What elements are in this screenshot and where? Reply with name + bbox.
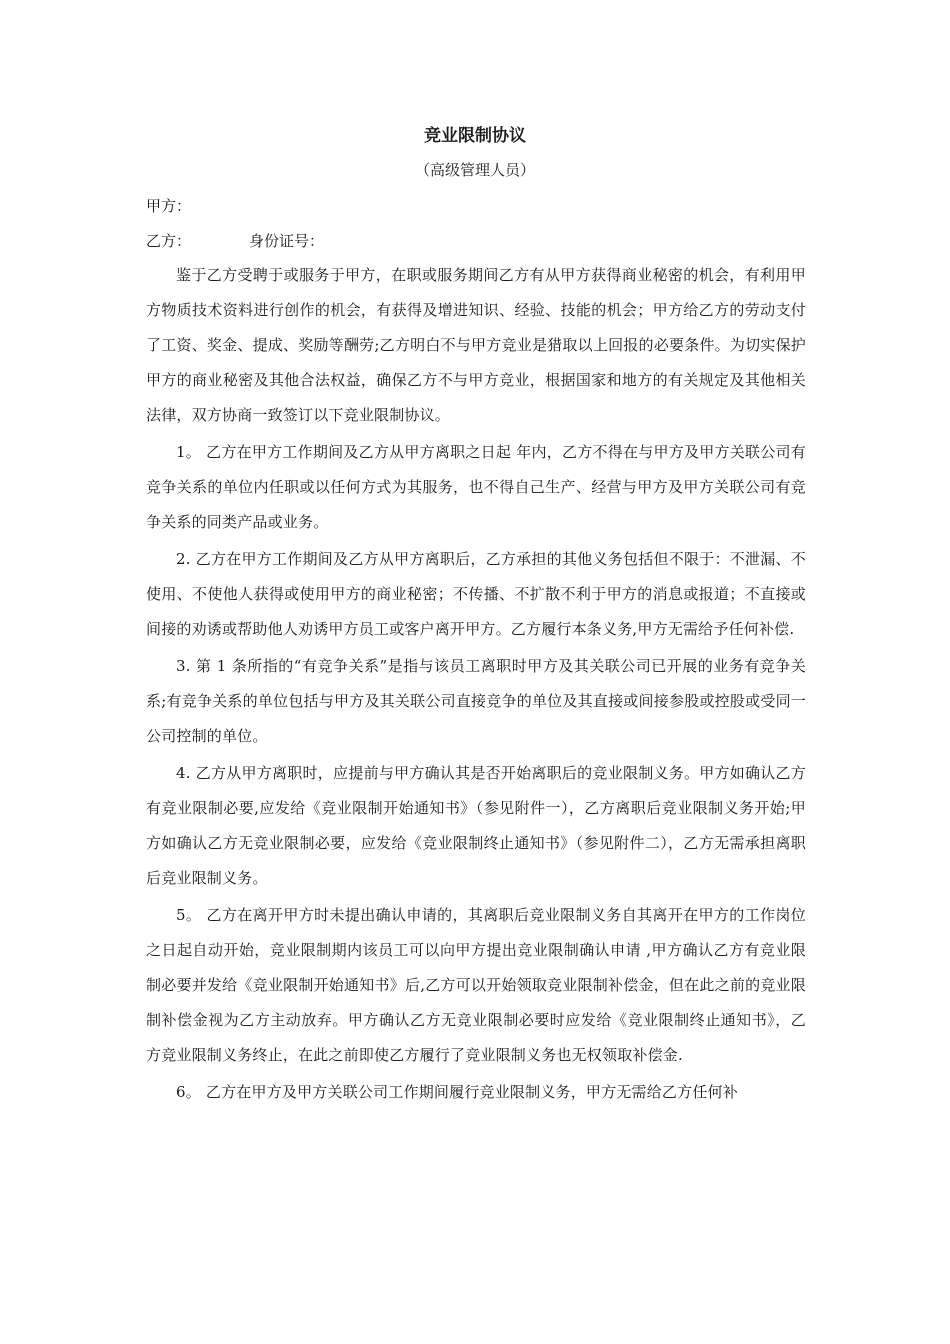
party-b-label: 乙方： xyxy=(146,232,192,250)
agreement-body xyxy=(146,258,806,1112)
document-subtitle: （高级管理人员） xyxy=(414,161,535,179)
clause-2-paragraph: 2. 乙方在甲方工作期间及乙方从甲方离职后，乙方承担的其他义务包括但不限于：不泄漏、不使用、不使他人获得或使用甲方的商业秘密；不传播、不扩散不利于甲方的消息或报道；不直接或间接的劝诱或帮助他人劝诱甲方员工或客户离开甲方。乙方履行本条义务,甲方无需给予任何补偿. xyxy=(146,550,806,638)
document-title: 竞业限制协议 xyxy=(424,126,526,146)
clause-5-paragraph: 5。 乙方在离开甲方时未提出确认申请的，其离职后竞业限制义务自其离开在甲方的工作岗位之日起自动开始，竞业限制期内该员工可以向甲方提出竞业限制确认申请 ,甲方确认乙方有竞业限制必要并发给《竞业限制开始通知书》后,乙方可以开始领取竞业限制补偿金，但在此之前的竞业限制补偿金视为乙方主动放弃。甲方确认乙方无竞业限制必要时应发给《竞业限制终止通知书》，乙方竞业限制义务终止，在此之前即使乙方履行了竞业限制义务也无权领取补偿金. xyxy=(146,906,806,1064)
party-b-line xyxy=(146,229,324,253)
id-number-label: 身份证号： xyxy=(249,232,325,250)
preamble-paragraph: 鉴于乙方受聘于或服务于甲方，在职或服务期间乙方有从甲方获得商业秘密的机会，有利用甲方物质技术资料进行创作的机会，有获得及增进知识、经验、技能的机会；甲方给乙方的劳动支付了工资、奖金、提成、奖励等酬劳;乙方明白不与甲方竞业是猎取以上回报的必要条件。为切实保护甲方的商业秘密及其他合法权益，确保乙方不与甲方竞业，根据国家和地方的有关规定及其他相关法律，双方协商一致签订以下竞业限制协议。 xyxy=(146,266,806,424)
clause-6-paragraph: 6。 乙方在甲方及甲方关联公司工作期间履行竞业限制义务，甲方无需给乙方任何补 xyxy=(176,1083,738,1101)
clause-4-paragraph: 4. 乙方从甲方离职时，应提前与甲方确认其是否开始离职后的竞业限制义务。甲方如确认乙方有竞业限制必要,应发给《竞业限制开始通知书》（参见附件一），乙方离职后竞业限制义务开始;甲方如确认乙方无竞业限制必要，应发给《竞业限制终止通知书》（参见附件二），乙方无需承担离职后竞业限制义务。 xyxy=(146,764,806,887)
party-a-line xyxy=(146,194,191,218)
clause-1-paragraph: 1。 乙方在甲方工作期间及乙方从甲方离职之日起 年内，乙方不得在与甲方及甲方关联公司有竞争关系的单位内任职或以任何方式为其服务，也不得自己生产、经营与甲方及甲方关联公司有竞争关系的同类产品或业务。 xyxy=(146,443,806,531)
clause-3-paragraph: 3. 第 1 条所指的“有竞争关系”是指与该员工离职时甲方及其关联公司已开展的业务有竞争关系;有竞争关系的单位包括与甲方及其关联公司直接竞争的单位及其直接或间接参股或控股或受同一公司控制的单位。 xyxy=(146,657,806,745)
party-a-label: 甲方： xyxy=(146,197,192,215)
